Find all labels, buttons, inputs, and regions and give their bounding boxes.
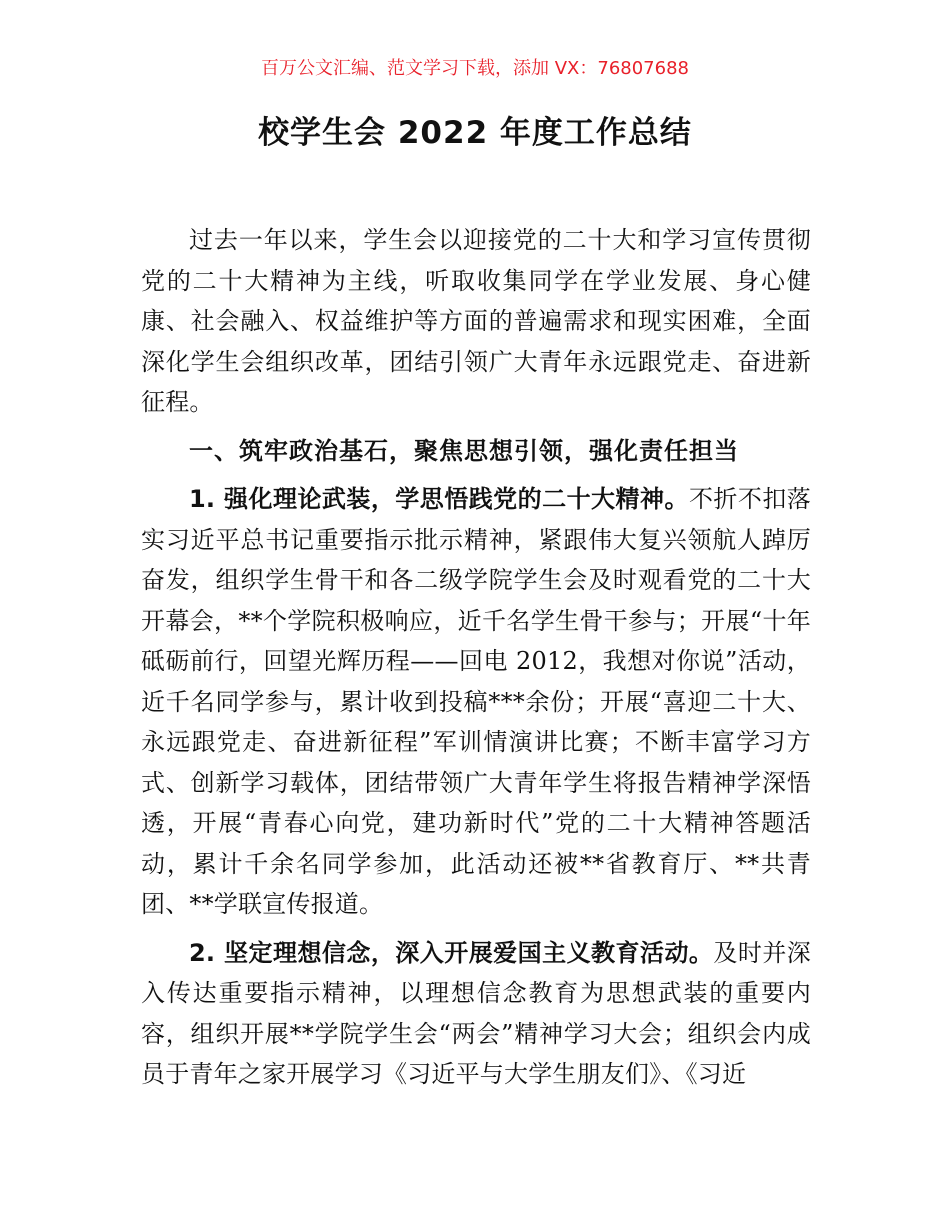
section-heading: 一、筑牢政治基石，聚焦思想引领，强化责任担当 bbox=[189, 436, 739, 465]
header-note: 百万公文汇编、范文学习下载，添加 VX：76807688 bbox=[261, 58, 689, 79]
document-title: 校学生会 2022 年度工作总结 bbox=[258, 115, 692, 151]
item-1-lead: 1. 强化理论武装，学思悟践党的二十大精神。 bbox=[189, 485, 689, 513]
document-body bbox=[141, 220, 811, 1103]
item-1-paragraph bbox=[141, 479, 811, 925]
item-1-body: 不折不扣落实习近平总书记重要指示批示精神，紧跟伟大复兴领航人踔厉奋发，组织学生骨干和各二级学院学生会及时观看党的二十大开幕会，**个学院积极响应，近千名学生骨干参与；开展“十年砥砺前行，回望光辉历程——回电 2012，我想对你说”活动，近千名同学参与，累计收到投稿***余份；开展“喜迎二十大、永远跟党走、奋进新征程”军训情演讲比赛；不断丰富学习方式、创新学习载体，团结带领广大青年学生将报告精神学深悟透，开展“青春心向党，建功新时代”党的二十大精神答题活动，累计千余名同学参加，此活动还被**省教育厅、**共青团、**学联宣传报道。 bbox=[141, 485, 812, 918]
item-2-body: 及时并深入传达重要指示精神，以理想信念教育为思想武装的重要内容，组织开展**学院学生会“两会”精神学习大会；组织会内成员于青年之家开展学习《习近平与大学生朋友们》、《习近 bbox=[141, 938, 811, 1088]
item-2-lead: 2. 坚定理想信念，深入开展爱国主义教育活动。 bbox=[189, 938, 714, 967]
item-2-paragraph bbox=[141, 933, 811, 1095]
intro-paragraph: 过去一年以来，学生会以迎接党的二十大和学习宣传贯彻党的二十大精神为主线，听取收集同学在学业发展、身心健康、社会融入、权益维护等方面的普遍需求和现实困难，全面深化学生会组织改革，团结引领广大青年永远跟党走、奋进新征程。 bbox=[141, 226, 811, 416]
